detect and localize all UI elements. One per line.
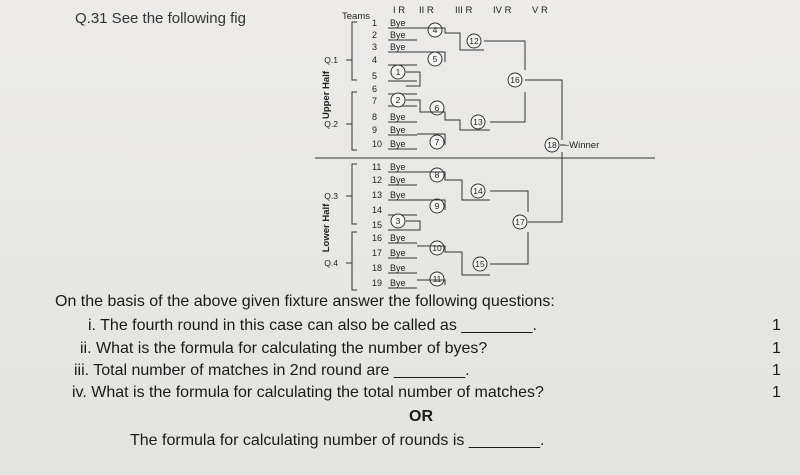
team-number: 12	[372, 175, 383, 185]
team-number: 19	[372, 278, 383, 288]
bye-label: Bye	[390, 139, 406, 149]
bye-label: Bye	[390, 30, 406, 40]
team-number: 6	[372, 84, 378, 94]
quarter-label: Q.2	[324, 119, 338, 129]
bye-label: Bye	[390, 175, 406, 185]
team-number: 7	[372, 96, 378, 106]
match-number: 15	[475, 259, 485, 270]
bracket-line	[490, 232, 528, 264]
marks-item-3: 1	[772, 362, 781, 379]
team-number: 13	[372, 190, 383, 200]
round-5-header: V R	[532, 5, 548, 16]
match-number: 18	[547, 140, 557, 151]
match-number: 6	[434, 103, 440, 114]
match-number: 4	[432, 25, 438, 36]
match-number: 16	[510, 75, 520, 86]
team-number: 10	[372, 139, 383, 149]
bracket-line	[406, 221, 420, 230]
question-item-3: iii. Total number of matches in 2nd round are ________.	[74, 362, 470, 379]
team-number: 5	[372, 71, 378, 81]
match-number: 1	[395, 67, 401, 78]
upper-half-label: Upper Half	[321, 70, 332, 120]
team-number: 8	[372, 112, 378, 122]
team-number: 2	[372, 30, 378, 40]
quarter-bracket	[352, 164, 357, 224]
quarter-label: Q.1	[324, 55, 338, 65]
round-2-header: II R	[419, 5, 434, 16]
match-number: 8	[434, 170, 440, 181]
team-number: 1	[372, 18, 378, 28]
team-number: 3	[372, 42, 378, 52]
bye-label: Bye	[390, 263, 406, 273]
match-number: 2	[395, 95, 401, 106]
instructions-text: On the basis of the above given fixture answer the following questions:	[55, 293, 555, 310]
team-number: 11	[372, 162, 382, 172]
bye-label: Bye	[390, 18, 406, 28]
match-number: 11	[432, 274, 442, 285]
quarter-label: Q.3	[324, 191, 338, 201]
quarter-bracket	[352, 232, 357, 290]
bye-label: Bye	[390, 42, 406, 52]
marks-item-2: 1	[772, 340, 781, 357]
match-number: 7	[434, 137, 440, 148]
marks-item-1: 1	[772, 317, 781, 334]
quarter-label: Q.4	[324, 258, 338, 268]
bracket-line	[490, 92, 525, 122]
bye-label: Bye	[390, 112, 406, 122]
quarter-bracket	[352, 22, 357, 80]
match-number: 3	[395, 216, 401, 227]
question-heading: Q.31 See the following fig	[75, 10, 246, 27]
team-number: 9	[372, 125, 378, 135]
bye-label: Bye	[390, 190, 406, 200]
team-number: 4	[372, 55, 378, 65]
marks-item-4: 1	[772, 384, 781, 401]
winner-label: -Winner	[566, 140, 600, 151]
team-number: 17	[372, 248, 383, 258]
bracket-line	[484, 41, 525, 70]
or-divider: OR	[409, 408, 433, 425]
team-number: 14	[372, 205, 383, 215]
match-number: 17	[515, 217, 525, 228]
question-item-2: ii. What is the formula for calculating the number of byes?	[80, 340, 488, 357]
match-number: 5	[432, 54, 438, 65]
team-number: 16	[372, 233, 383, 243]
quarter-bracket	[352, 92, 357, 150]
alternate-question: The formula for calculating number of rounds is ________.	[130, 432, 545, 449]
round-4-header: IV R	[493, 5, 512, 16]
match-number: 14	[473, 186, 483, 197]
bracket-line	[525, 80, 562, 140]
teams-header: Teams	[342, 11, 370, 22]
bracket-line	[528, 152, 562, 222]
round-3-header: III R	[455, 5, 473, 16]
question-item-4: iv. What is the formula for calculating the total number of matches?	[72, 384, 544, 401]
match-number: 10	[432, 243, 442, 254]
team-number: 15	[372, 220, 383, 230]
match-number: 12	[469, 36, 479, 47]
bye-label: Bye	[390, 278, 406, 288]
bye-label: Bye	[390, 248, 406, 258]
bye-label: Bye	[390, 162, 406, 172]
match-number: 13	[473, 117, 483, 128]
match-number: 9	[434, 201, 440, 212]
bracket-line	[406, 72, 420, 86]
bye-label: Bye	[390, 233, 406, 243]
round-1-header: I R	[393, 5, 406, 16]
bracket-line	[490, 191, 528, 212]
lower-half-label: Lower Half	[321, 203, 332, 253]
bye-label: Bye	[390, 125, 406, 135]
question-item-1: i. The fourth round in this case can also be called as ________.	[88, 317, 537, 334]
team-number: 18	[372, 263, 383, 273]
